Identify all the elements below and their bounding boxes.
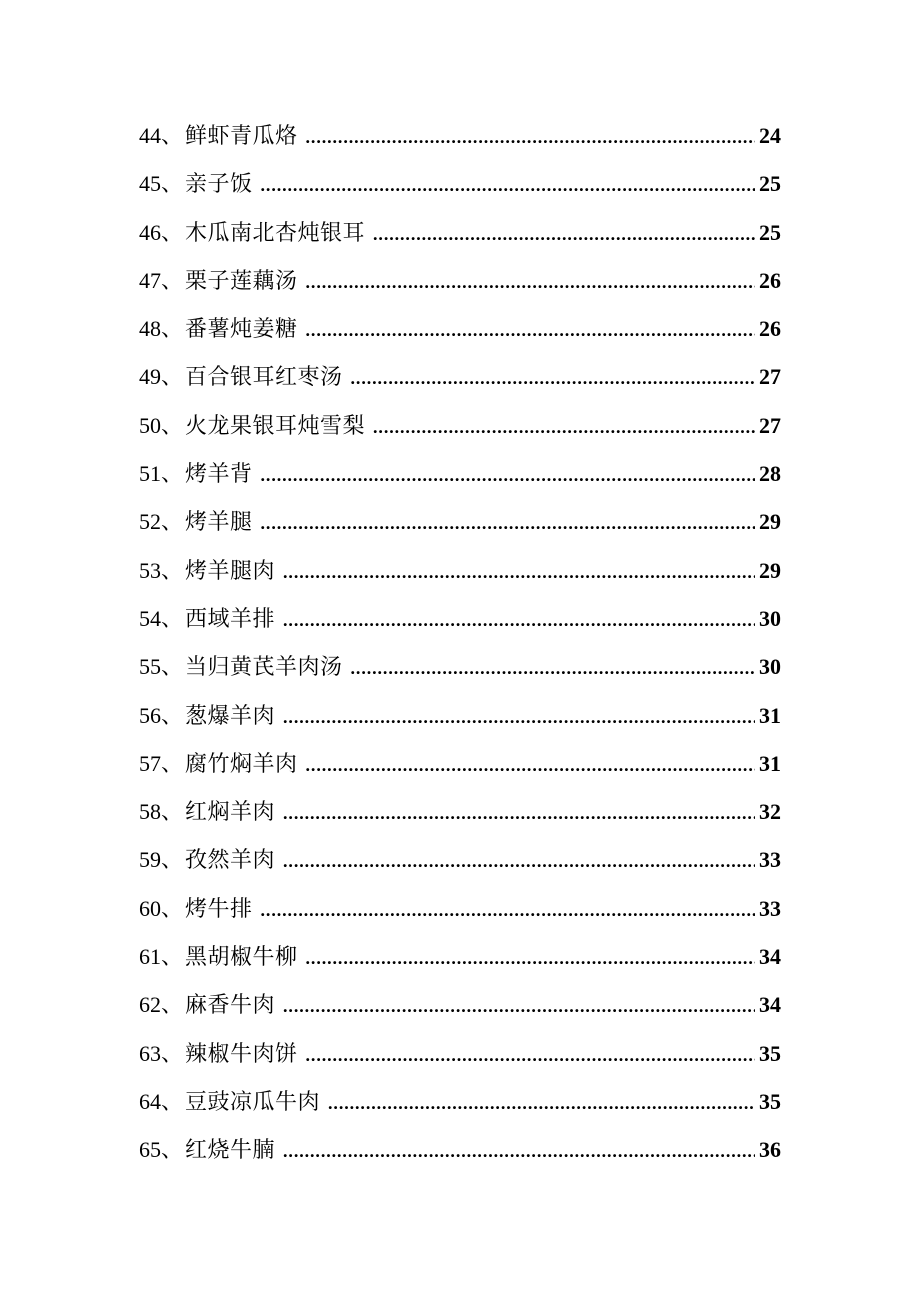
- dot-leader: [261, 451, 755, 499]
- toc-entry[interactable]: [139, 1078, 781, 1126]
- entry-number: 54: [139, 605, 161, 631]
- entry-number: 56: [139, 702, 161, 728]
- toc-entry[interactable]: [139, 933, 781, 981]
- entry-title: 辣椒牛肉饼: [185, 1041, 298, 1067]
- entry-separator: 、: [161, 655, 184, 681]
- entry-number: 55: [139, 654, 161, 680]
- entry-page-number: 29: [759, 509, 781, 535]
- dot-leader: [261, 161, 755, 209]
- entry-page-number: 25: [759, 219, 781, 245]
- toc-entry[interactable]: [139, 353, 781, 401]
- entry-separator: 、: [161, 462, 184, 488]
- toc-entry[interactable]: [139, 981, 781, 1029]
- dot-leader: [306, 741, 755, 789]
- dot-leader: [283, 1127, 755, 1175]
- dot-leader: [373, 403, 755, 451]
- entry-title: 栗子莲藕汤: [185, 268, 298, 294]
- entry-number: 44: [139, 123, 161, 148]
- toc-entry[interactable]: [139, 692, 781, 740]
- entry-title: 黑胡椒牛柳: [185, 945, 298, 971]
- entry-separator: 、: [161, 848, 184, 874]
- entry-title: 木瓜南北杏炖银耳: [185, 220, 366, 246]
- entry-number: 62: [139, 992, 161, 1018]
- dot-leader: [283, 837, 755, 885]
- toc-entry[interactable]: [139, 836, 781, 884]
- table-of-contents: [139, 112, 781, 1175]
- entry-number: 61: [139, 944, 161, 970]
- entry-page-number: 26: [759, 267, 781, 293]
- entry-separator: 、: [161, 317, 184, 343]
- entry-number: 48: [139, 316, 161, 342]
- entry-title: 鲜虾青瓜烙: [185, 124, 298, 149]
- entry-separator: 、: [161, 1041, 184, 1067]
- entry-page-number: 35: [759, 1088, 781, 1114]
- entry-page-number: 32: [759, 799, 781, 825]
- toc-entry[interactable]: [139, 1126, 781, 1174]
- entry-title: 麻香牛肉: [185, 993, 276, 1019]
- entry-title: 亲子饭: [185, 172, 253, 198]
- entry-separator: 、: [161, 124, 184, 149]
- entry-separator: 、: [161, 703, 184, 729]
- entry-number: 51: [139, 461, 161, 487]
- entry-title: 烤羊腿: [185, 510, 253, 536]
- entry-number: 45: [139, 171, 161, 197]
- dot-leader: [373, 210, 755, 258]
- dot-leader: [261, 886, 755, 934]
- entry-separator: 、: [161, 172, 184, 198]
- entry-title: 红焖羊肉: [185, 800, 276, 826]
- entry-page-number: 29: [759, 557, 781, 583]
- toc-entry[interactable]: [139, 740, 781, 788]
- dot-leader: [283, 596, 755, 644]
- entry-page-number: 27: [759, 412, 781, 438]
- entry-title: 烤牛排: [185, 896, 253, 922]
- entry-number: 50: [139, 412, 161, 438]
- entry-number: 46: [139, 219, 161, 245]
- entry-page-number: 31: [759, 750, 781, 776]
- entry-title: 葱爆羊肉: [185, 703, 276, 729]
- dot-leader: [283, 982, 755, 1030]
- dot-leader: [283, 789, 755, 837]
- toc-entry[interactable]: [139, 450, 781, 498]
- entry-page-number: 25: [759, 171, 781, 197]
- toc-entry[interactable]: [139, 788, 781, 836]
- entry-page-number: 30: [759, 605, 781, 631]
- entry-page-number: 33: [759, 847, 781, 873]
- toc-entry[interactable]: [139, 547, 781, 595]
- entry-title: 腐竹焖羊肉: [185, 751, 298, 777]
- entry-separator: 、: [161, 268, 184, 294]
- entry-page-number: 30: [759, 654, 781, 680]
- entry-page-number: 35: [759, 1040, 781, 1066]
- toc-entry[interactable]: [139, 1030, 781, 1078]
- entry-separator: 、: [161, 896, 184, 922]
- entry-number: 59: [139, 847, 161, 873]
- entry-number: 53: [139, 557, 161, 583]
- entry-separator: 、: [161, 365, 184, 391]
- entry-page-number: 28: [759, 461, 781, 487]
- dot-leader: [283, 548, 755, 596]
- entry-title: 当归黄芪羊肉汤: [185, 655, 343, 681]
- entry-number: 60: [139, 895, 161, 921]
- toc-entry[interactable]: [139, 498, 781, 546]
- entry-separator: 、: [161, 945, 184, 971]
- entry-title: 百合银耳红枣汤: [185, 365, 343, 391]
- entry-separator: 、: [161, 510, 184, 536]
- entry-number: 58: [139, 799, 161, 825]
- entry-number: 63: [139, 1040, 161, 1066]
- entry-page-number: 24: [759, 123, 781, 148]
- entry-separator: 、: [161, 413, 184, 439]
- entry-page-number: 34: [759, 944, 781, 970]
- toc-entry[interactable]: [139, 885, 781, 933]
- toc-entry[interactable]: [139, 160, 781, 208]
- entry-number: 65: [139, 1137, 161, 1163]
- entry-title: 西域羊排: [185, 606, 276, 632]
- entry-number: 49: [139, 364, 161, 390]
- entry-number: 47: [139, 267, 161, 293]
- entry-number: 64: [139, 1088, 161, 1114]
- entry-number: 57: [139, 750, 161, 776]
- entry-separator: 、: [161, 751, 184, 777]
- entry-page-number: 26: [759, 316, 781, 342]
- entry-page-number: 27: [759, 364, 781, 390]
- entry-separator: 、: [161, 1138, 184, 1164]
- entry-title: 红烧牛腩: [185, 1138, 276, 1164]
- entry-title: 烤羊背: [185, 462, 253, 488]
- toc-entry[interactable]: [139, 595, 781, 643]
- dot-leader: [351, 644, 755, 692]
- dot-leader: [351, 354, 755, 402]
- dot-leader: [306, 934, 755, 982]
- entry-title: 烤羊腿肉: [185, 558, 276, 584]
- dot-leader: [328, 1079, 755, 1127]
- entry-page-number: 34: [759, 992, 781, 1018]
- entry-separator: 、: [161, 993, 184, 1019]
- entry-title: 豆豉凉瓜牛肉: [185, 1089, 321, 1115]
- entry-title: 火龙果银耳炖雪梨: [185, 413, 366, 439]
- entry-title: 番薯炖姜糖: [185, 317, 298, 343]
- entry-separator: 、: [161, 1089, 184, 1115]
- dot-leader: [306, 258, 755, 306]
- dot-leader: [283, 693, 755, 741]
- entry-number: 52: [139, 509, 161, 535]
- toc-entry[interactable]: [139, 305, 781, 353]
- dot-leader: [306, 306, 755, 354]
- toc-entry[interactable]: [139, 402, 781, 450]
- toc-entry[interactable]: [139, 257, 781, 305]
- entry-page-number: 31: [759, 702, 781, 728]
- dot-leader: [306, 1031, 755, 1079]
- toc-entry[interactable]: [139, 643, 781, 691]
- dot-leader: [261, 499, 755, 547]
- entry-separator: 、: [161, 800, 184, 826]
- entry-separator: 、: [161, 606, 184, 632]
- toc-entry[interactable]: [139, 112, 781, 160]
- dot-leader: [306, 113, 755, 161]
- entry-page-number: 33: [759, 895, 781, 921]
- entry-separator: 、: [161, 558, 184, 584]
- entry-page-number: 36: [759, 1137, 781, 1163]
- toc-entry[interactable]: [139, 209, 781, 257]
- entry-separator: 、: [161, 220, 184, 246]
- entry-title: 孜然羊肉: [185, 848, 276, 874]
